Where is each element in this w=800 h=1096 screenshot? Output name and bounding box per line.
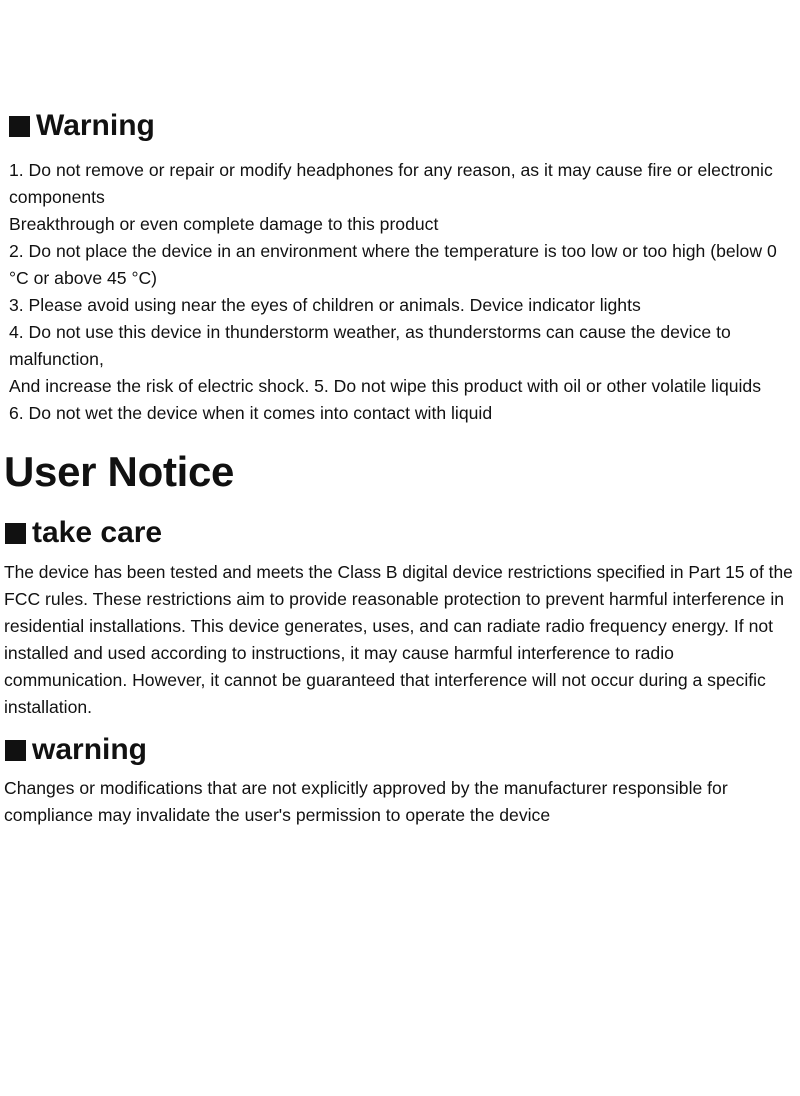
warning-heading xyxy=(9,108,155,144)
warning2-line: Changes or modifications that are not explicitly approved by the manufacturer responsible for xyxy=(4,778,728,798)
warning-line: 1. Do not remove or repair or modify headphones for any reason, as it may cause fire or electronic xyxy=(9,160,773,180)
warning-line: °C or above 45 °C) xyxy=(9,268,158,288)
warning2-heading xyxy=(5,732,147,768)
take-care-line: FCC rules. These restrictions aim to provide reasonable protection to prevent harmful interference in xyxy=(4,589,785,609)
warning2-heading-text: warning xyxy=(32,733,148,766)
warning-line: malfunction, xyxy=(9,349,104,369)
warning2-line: compliance may invalidate the user's permission to operate the device xyxy=(4,805,551,825)
warning-heading-text: Warning xyxy=(36,109,155,142)
take-care-line: residential installations. This device generates, uses, and can radiate radio frequency energy. If not xyxy=(4,616,774,636)
take-care-heading-text: take care xyxy=(32,516,163,549)
warning-line: 4. Do not use this device in thunderstorm weather, as thunderstorms can cause the device to xyxy=(9,322,731,342)
warning-line: 6. Do not wet the device when it comes into contact with liquid xyxy=(9,403,493,423)
square-bullet-icon xyxy=(5,523,26,544)
square-bullet-icon xyxy=(9,116,30,137)
take-care-line: installed and used according to instructions, it may cause harmful interference to radio xyxy=(4,643,674,663)
take-care-line: communication. However, it cannot be guaranteed that interference will not occur during a specific xyxy=(4,670,766,690)
square-bullet-icon xyxy=(5,740,26,761)
warning-line: Breakthrough or even complete damage to this product xyxy=(9,214,439,234)
take-care-line: installation. xyxy=(4,697,93,717)
take-care-line: The device has been tested and meets the Class B digital device restrictions specified in Part 15 of the xyxy=(4,562,793,582)
user-notice-title: User Notice xyxy=(4,448,235,495)
warning-line: 3. Please avoid using near the eyes of children or animals. Device indicator lights xyxy=(9,295,641,315)
warning-line: components xyxy=(9,187,105,207)
warning-line: And increase the risk of electric shock. 5. Do not wipe this product with oil or other volatile liquids xyxy=(9,376,762,396)
warning-line: 2. Do not place the device in an environment where the temperature is too low or too high (below 0 xyxy=(9,241,777,261)
take-care-heading xyxy=(5,515,162,551)
